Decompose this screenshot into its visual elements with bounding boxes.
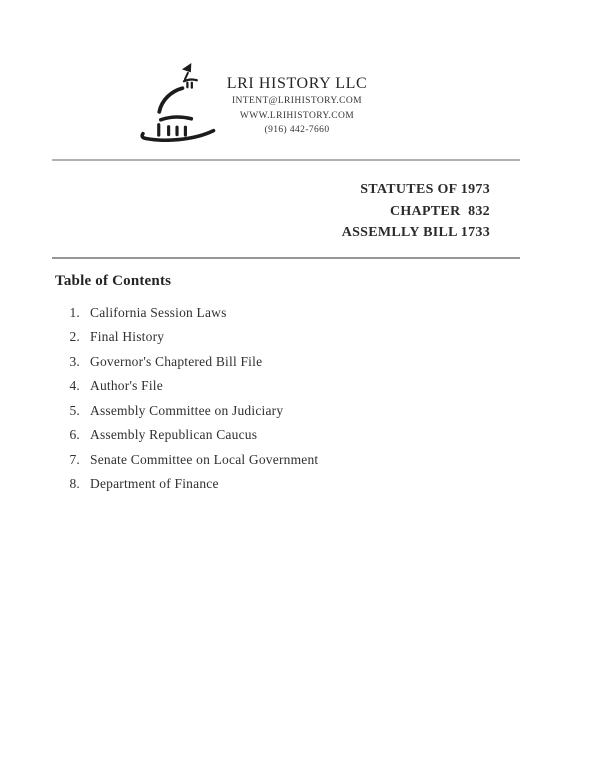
- toc-list: [62, 301, 318, 497]
- toc-item: [62, 472, 318, 496]
- toc-item: [62, 350, 318, 374]
- toc-item-number: 2.: [69, 329, 80, 345]
- toc-item-label: California Session Laws: [90, 305, 227, 320]
- toc-item: [62, 325, 318, 349]
- toc-item-number: 5.: [69, 402, 80, 418]
- toc-item-label: Assembly Republican Caucus: [90, 427, 258, 443]
- bill-line: ASSEMLLY BILL 1733: [341, 225, 490, 240]
- toc-item-label: Senate Committee on Local Government: [90, 451, 319, 467]
- toc-item-number: 3.: [69, 353, 80, 369]
- toc-item: [62, 448, 318, 472]
- toc-item-label: Final History: [90, 329, 165, 345]
- phone-line: (916) 442-7660: [264, 125, 330, 135]
- letterhead: [197, 74, 397, 138]
- toc-item-number: 4.: [69, 378, 80, 394]
- chapter-line: CHAPTER 832: [389, 203, 490, 219]
- horizontal-rule-bottom: [52, 257, 520, 259]
- toc-item-number: 7.: [69, 451, 80, 467]
- toc-item: [62, 374, 318, 398]
- toc-item-number: 8.: [69, 476, 80, 492]
- company-name: LRI HISTORY LLC: [226, 75, 368, 92]
- toc-item: [62, 399, 318, 423]
- email-line: INTENT@LRIHISTORY.COM: [231, 96, 362, 106]
- statutes-line: STATUTES OF 1973: [360, 182, 490, 197]
- website-line: WWW.LRIHISTORY.COM: [239, 110, 355, 121]
- toc-heading: Table of Contents: [55, 273, 172, 289]
- statute-title-block: [342, 179, 490, 244]
- toc-item-label: Department of Finance: [90, 476, 219, 492]
- toc-item-label: Governor's Chaptered Bill File: [90, 353, 263, 369]
- toc-item-number: 1.: [69, 305, 80, 320]
- toc-item-label: Author's File: [90, 378, 163, 394]
- toc-item: [62, 301, 318, 325]
- toc-item-label: Assembly Committee on Judiciary: [90, 402, 284, 418]
- contact-block: [197, 94, 397, 138]
- toc-item-number: 6.: [69, 427, 80, 443]
- toc-item: [62, 423, 318, 447]
- horizontal-rule-top: [52, 159, 520, 161]
